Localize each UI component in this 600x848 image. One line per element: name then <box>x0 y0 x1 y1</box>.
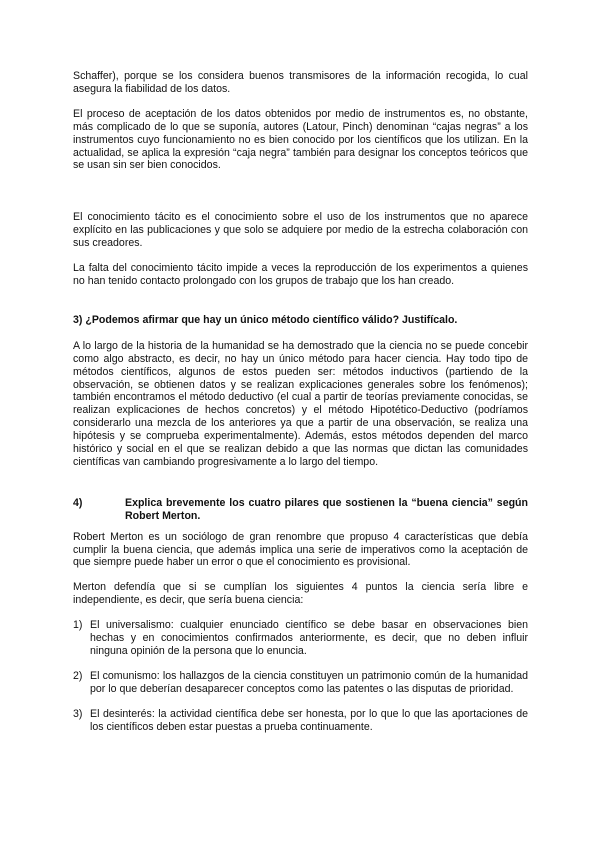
list-item-universalismo <box>73 619 528 658</box>
list-item-text: El desinterés: la actividad científica debe ser honesta, por lo que lo que las aportaciones de los científicos deben estar puestas a prueba continuamente. <box>90 707 528 733</box>
paragraph-metodos: A lo largo de la historia de la humanidad se ha demostrado que la ciencia no se puede concebir como algo abstracto, es decir, no hay un único método para hacer ciencia. Hay todo tipo de métodos científicos, algunos de estos pueden ser: métodos inductivos (partiendo de la observación, se obtienen datos y se realizan explicaciones generales sobre los fenómenos); también encontramos el método deductivo (el cual a partir de teorías previamente conocidas, se realizan explicaciones de hechos concretos) y el método Hipotético-Deductivo (podríamos considerarlo una mezcla de los anteriores ya que a partir de una observación, se realiza una hipótesis y se comprueba experimentalmente). Además, estos métodos dependen del marco histórico y social en el que se realizan debido a que las normas que dictan las comunidades científicas van cambiando progresivamente a lo largo del tiempo. <box>73 339 528 468</box>
paragraph-falta-conocimiento: La falta del conocimiento tácito impide a veces la reproducción de los experimentos a quienes no han tenido contacto prolongado con los grupos de trabajo que los han creado. <box>73 262 528 287</box>
heading-question-3: 3) ¿Podemos afirmar que hay un único método científico válido? Justifícalo. <box>73 313 458 326</box>
paragraph-schaffer: Schaffer), porque se los considera buenos transmisores de la información recogida, lo cual asegura la fiabilidad de los datos. <box>73 70 528 95</box>
heading-question-4 <box>73 497 528 523</box>
paragraph-merton-defendia: Merton defendía que si se cumplían los siguientes 4 puntos la ciencia sería libre e independiente, es decir, que sería buena ciencia: <box>73 581 528 607</box>
paragraph-merton-intro: Robert Merton es un sociólogo de gran renombre que propuso 4 características que debía cumplir la buena ciencia, que además implica una serie de imperativos como la aceptación de que siempre puede haber un error o que el conocimiento es provisional. <box>73 530 528 569</box>
list-marker: 2) <box>73 669 83 682</box>
list-item-text: El comunismo: los hallazgos de la ciencia constituyen un patrimonio común de la humanidad por lo que deberían desaparecer conceptos como las patentes o las disputas de prioridad. <box>90 669 528 695</box>
paragraph-conocimiento-tacito: El conocimiento tácito es el conocimiento sobre el uso de los instrumentos que no aparece explícito en las publicaciones y que solo se adquiere por medio de la estrecha colaboración con sus creadores. <box>73 211 528 250</box>
list-marker: 3) <box>73 707 83 720</box>
list-item-comunismo <box>73 670 528 696</box>
paragraph-cajas-negras: El proceso de aceptación de los datos obtenidos por medio de instrumentos es, no obstante, más complicado de lo que se suponía, autores (Latour, Pinch) denominan “cajas negras” a los instrumentos cuyo funcionamiento no es bien conocido por los científicos que los utilizan. En la actualidad, se aplica la expresión “caja negra” también para designar los conceptos teóricos que se usan sin ser bien conocidos. <box>73 107 528 172</box>
heading-question-4-number: 4) <box>73 496 83 509</box>
list-item-text: El universalismo: cualquier enunciado científico se debe basar en observaciones bien hechas y en conocimientos confirmados anteriormente, es decir, que no deben influir ninguna opinión de la persona que lo enuncia. <box>90 619 528 657</box>
document-page <box>73 70 528 734</box>
list-item-desinteres <box>73 708 528 734</box>
list-marker: 1) <box>73 619 83 632</box>
heading-question-4-text: Explica brevemente los cuatro pilares que sostienen la “buena ciencia” según Robert Merton. <box>125 496 528 522</box>
